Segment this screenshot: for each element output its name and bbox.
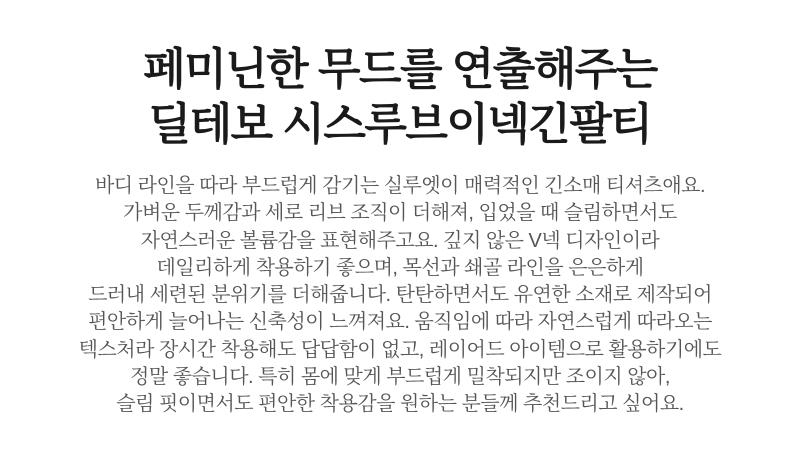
product-title-line-2: 딜테보 시스루브이넥긴팔티: [148, 100, 652, 149]
description-line-3: 자연스러운 볼륨감을 표현해주고요. 깊지 않은 V넥 디자인이라: [140, 229, 660, 252]
description-line-8: 정말 좋습니다. 특히 몸에 맞게 부드럽게 밀착되지만 조이지 않아,: [130, 366, 670, 389]
product-description: [0, 173, 800, 419]
description-line-5: 드러내 세련된 분위기를 더해줍니다. 탄탄하면서도 유연한 소재로 제작되어: [88, 284, 712, 307]
product-title-line-1: 페미닌한 무드를 연출해주는: [143, 45, 657, 94]
description-line-7: 텍스처라 장시간 착용해도 답답함이 없고, 레이어드 아이템으로 활용하기에도: [78, 338, 722, 361]
description-line-1: 바디 라인을 따라 부드럽게 감기는 실루엣이 매력적인 긴소매 티셔츠애요.: [94, 175, 706, 197]
description-line-6: 편안하게 늘어나는 신축성이 느껴져요. 움직임에 따라 자연스럽게 따라오는: [88, 311, 712, 334]
description-line-4: 데일리하게 착용하기 좋으며, 목선과 쇄골 라인을 은은하게: [156, 256, 644, 279]
description-line-9: 슬림 핏이면서도 편안한 착용감을 원하는 분들께 추천드리고 싶어요.: [116, 393, 684, 416]
product-title: [0, 42, 800, 152]
description-line-2: 가벼운 두께감과 세로 리브 조직이 더해져, 입었을 때 슬림하면서도: [123, 202, 677, 225]
